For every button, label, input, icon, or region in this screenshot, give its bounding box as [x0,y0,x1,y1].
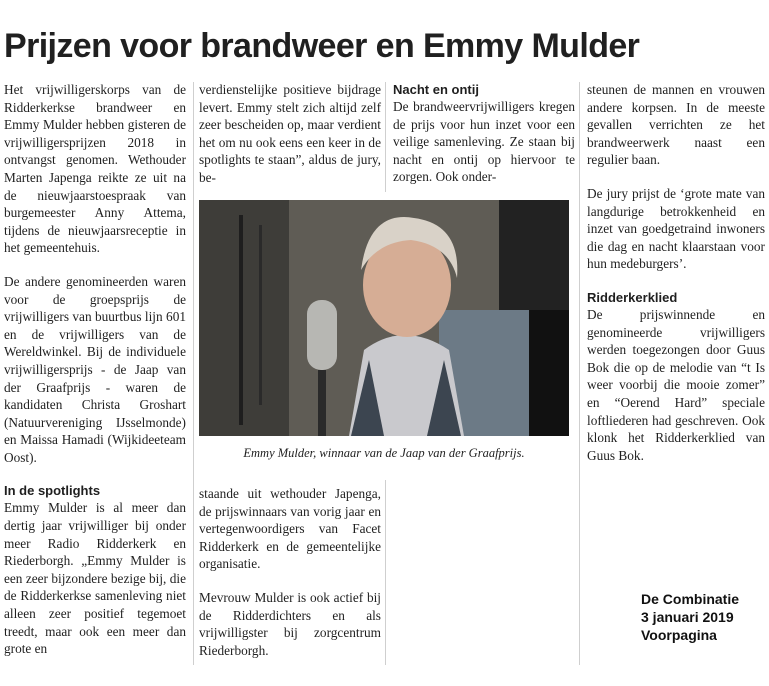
subheading: In de spotlights [4,483,101,499]
article-headline: Prijzen voor brandweer en Emmy Mulder [4,27,640,65]
source-date: 3 januari 2019 [641,609,734,625]
article-column-1 [4,81,186,658]
article-column-4 [587,81,765,464]
source-stamp [641,590,739,644]
column-rule [579,82,580,665]
paragraph: De brandweervrijwilligers kregen de prijs voor hun inzet voor een veilige samenleving. Ze staan bij nacht en ontij op hiervoor te zorgen. Ook onder- [393,99,575,185]
source-page: Voorpagina [641,627,717,643]
paragraph: steunen de mannen en vrouwen andere korpsen. In de meeste gevallen verrichten ze het brandweerwerk naast een regulier baan. [587,82,765,168]
paragraph: De andere genomineerden waren voor de groepsprijs de vrijwilligers van buurtbus lijn 601 en de vrijwilligers van de Wereldwinkel. Bij de individuele vrijwilligersprijs - de Jaap van der Graafprijs - waren de kandidaten Christa Groshart (Natuurvereniging IJsselmonde) en Maissa Hamadi (Wijkideeteam Oost). [4,273,186,465]
paragraph: verdienstelijke positieve bijdrage levert. Emmy stelt zich altijd zelf zeer bescheiden op, maar verdient het om nu ook eens een keer in de spotlights te staan”, aldus de jury, be- [199,82,381,185]
article-column-2-bottom [199,485,381,659]
photo-caption: Emmy Mulder, winnaar van de Jaap van der Graafprijs. [243,446,525,460]
column-rule [385,82,386,192]
subheading: Nacht en ontij [393,82,479,97]
paragraph: staande uit wethouder Japenga, de prijswinnaars van vorig jaar en vertegenwoordigers van Facet Ridderkerk en de gemeentelijke organisatie. [199,486,381,572]
paragraph: De jury prijst de ‘grote mate van langdurige betrokkenheid en inzet van goedgetraind inwoners die dag en nacht klaarstaan voor hun medeburgers’. [587,185,765,272]
column-rule [385,480,386,665]
paragraph: De prijswinnende en genomineerde vrijwilligers werden toegezongen door Guus Bok die op de melodie van “t Is weer voorbij die mooie zomer” en “Oerend Hard” speciale loftliederen had geschreven. Ook klonk het Ridderkerklied van Guus Bok. [587,306,765,463]
photo-illustration [199,200,569,436]
article-photo [199,200,569,436]
source-publication: De Combinatie [641,591,740,607]
subheading: Ridderkerklied [587,289,678,305]
column-rule [193,82,194,665]
article-column-3-top [393,81,575,186]
paragraph: Het vrijwilligerskorps van de Ridderkerkse brandweer en Emmy Mulder hebben gisteren de vrijwilligersprijzen 2018 in ontvangst genomen. Wethouder Marten Japenga reikte ze uit na de nieuwjaarstoespraak van burgemeester Anny Attema, tijdens de nieuwjaarsreceptie in het gemeentehuis. [4,82,186,256]
paragraph: Emmy Mulder is al meer dan dertig jaar vrijwilliger bij onder meer Radio Ridderkerk en Riederborgh. „Emmy Mulder is een zeer bijzondere bezige bij, die de Ridderkerkse samenleving niet alleen zeer positief tegemoet treedt, maar ook een meer dan grote en [4,500,186,657]
article-column-2-top [199,81,381,187]
paragraph: Mevrouw Mulder is ook actief bij de Ridderdichters en als vrijwilligster bij zorgcentrum Riederborgh. [199,589,381,658]
